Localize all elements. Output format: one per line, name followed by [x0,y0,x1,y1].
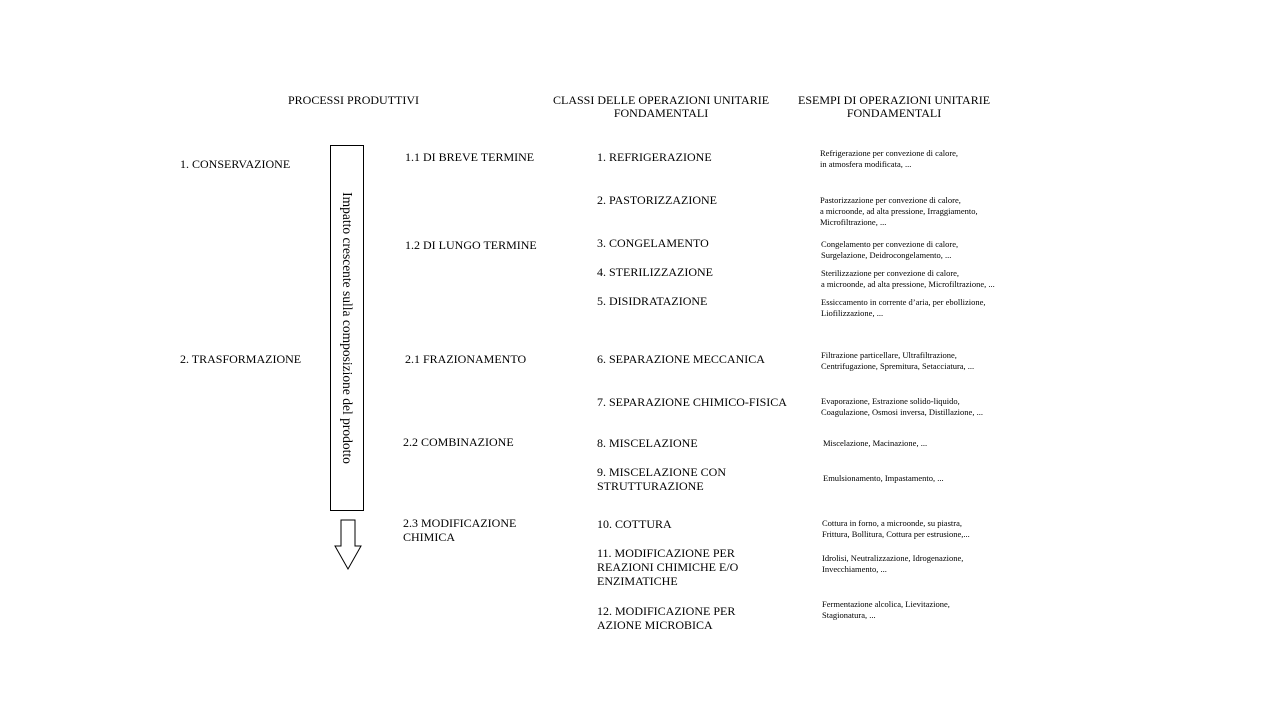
example-separazione-chimico-fisica: Evaporazione, Estrazione solido-liquido, Coagulazione, Osmosi inversa, Distillazione, ... [821,396,983,417]
class-separazione-meccanica: 6. SEPARAZIONE MECCANICA [597,352,765,366]
class-miscelazione-strutturazione: 9. MISCELAZIONE CON STRUTTURAZIONE [597,465,726,493]
example-cottura: Cottura in forno, a microonde, su piastra, Frittura, Bollitura, Cottura per estrusione,... [822,518,970,539]
header-examples: ESEMPI DI OPERAZIONI UNITARIE FONDAMENTALI [798,93,991,120]
subprocess-combinazione: 2.2 COMBINAZIONE [403,435,514,449]
example-pastorizzazione: Pastorizzazione per convezione di calore, a microonde, ad alta pressione, Irraggiamento, Microfiltrazione, ... [820,195,978,227]
example-disidratazione: Essiccamento in corrente d’aria, per ebollizione, Liofilizzazione, ... [821,297,986,318]
impact-label: Impatto crescente sulla composizione del prodotto [340,192,355,464]
class-cottura: 10. COTTURA [597,517,672,531]
example-refrigerazione: Refrigerazione per convezione di calore, in atmosfera modificata, ... [820,148,959,169]
example-sterilizzazione: Sterilizzazione per convezione di calore, a microonde, ad alta pressione, Microfiltrazione, ... [821,268,995,289]
class-disidratazione: 5. DISIDRATAZIONE [597,294,708,308]
class-congelamento: 3. CONGELAMENTO [597,236,709,250]
header-processes: PROCESSI PRODUTTIVI [288,93,420,107]
subprocess-modificazione-chimica: 2.3 MODIFICAZIONE CHIMICA [403,516,517,544]
example-modificazione-chimica-enzimatica: Idrolisi, Neutralizzazione, Idrogenazione, Invecchiamento, ... [822,553,964,574]
example-miscelazione-strutturazione: Emulsionamento, Impastamento, ... [823,473,944,483]
class-refrigerazione: 1. REFRIGERAZIONE [597,150,712,164]
class-miscelazione: 8. MISCELAZIONE [597,436,698,450]
process-conservazione: 1. CONSERVAZIONE [180,157,291,171]
example-separazione-meccanica: Filtrazione particellare, Ultrafiltrazione, Centrifugazione, Spremitura, Setacciatura, ... [821,350,975,371]
example-modificazione-microbica: Fermentazione alcolica, Lievitazione, Stagionatura, ... [822,599,950,620]
class-pastorizzazione: 2. PASTORIZZAZIONE [597,193,718,207]
example-congelamento: Congelamento per convezione di calore, Surgelazione, Deidrocongelamento, ... [821,239,959,260]
class-separazione-chimico-fisica: 7. SEPARAZIONE CHIMICO-FISICA [597,395,787,409]
class-modificazione-chimica-enzimatica: 11. MODIFICAZIONE PER REAZIONI CHIMICHE E/O ENZIMATICHE [597,546,739,588]
class-sterilizzazione: 4. STERILIZZAZIONE [597,265,713,279]
example-miscelazione: Miscelazione, Macinazione, ... [823,438,928,448]
class-modificazione-microbica: 12. MODIFICAZIONE PER AZIONE MICROBICA [597,604,736,632]
process-trasformazione: 2. TRASFORMAZIONE [180,352,302,366]
header-classes: CLASSI DELLE OPERAZIONI UNITARIE FONDAMENTALI [553,93,770,120]
subprocess-frazionamento: 2.1 FRAZIONAMENTO [405,352,527,366]
subprocess-lungo-termine: 1.2 DI LUNGO TERMINE [405,238,537,252]
subprocess-breve-termine: 1.1 DI BREVE TERMINE [405,150,535,164]
down-arrow-icon [333,519,363,571]
